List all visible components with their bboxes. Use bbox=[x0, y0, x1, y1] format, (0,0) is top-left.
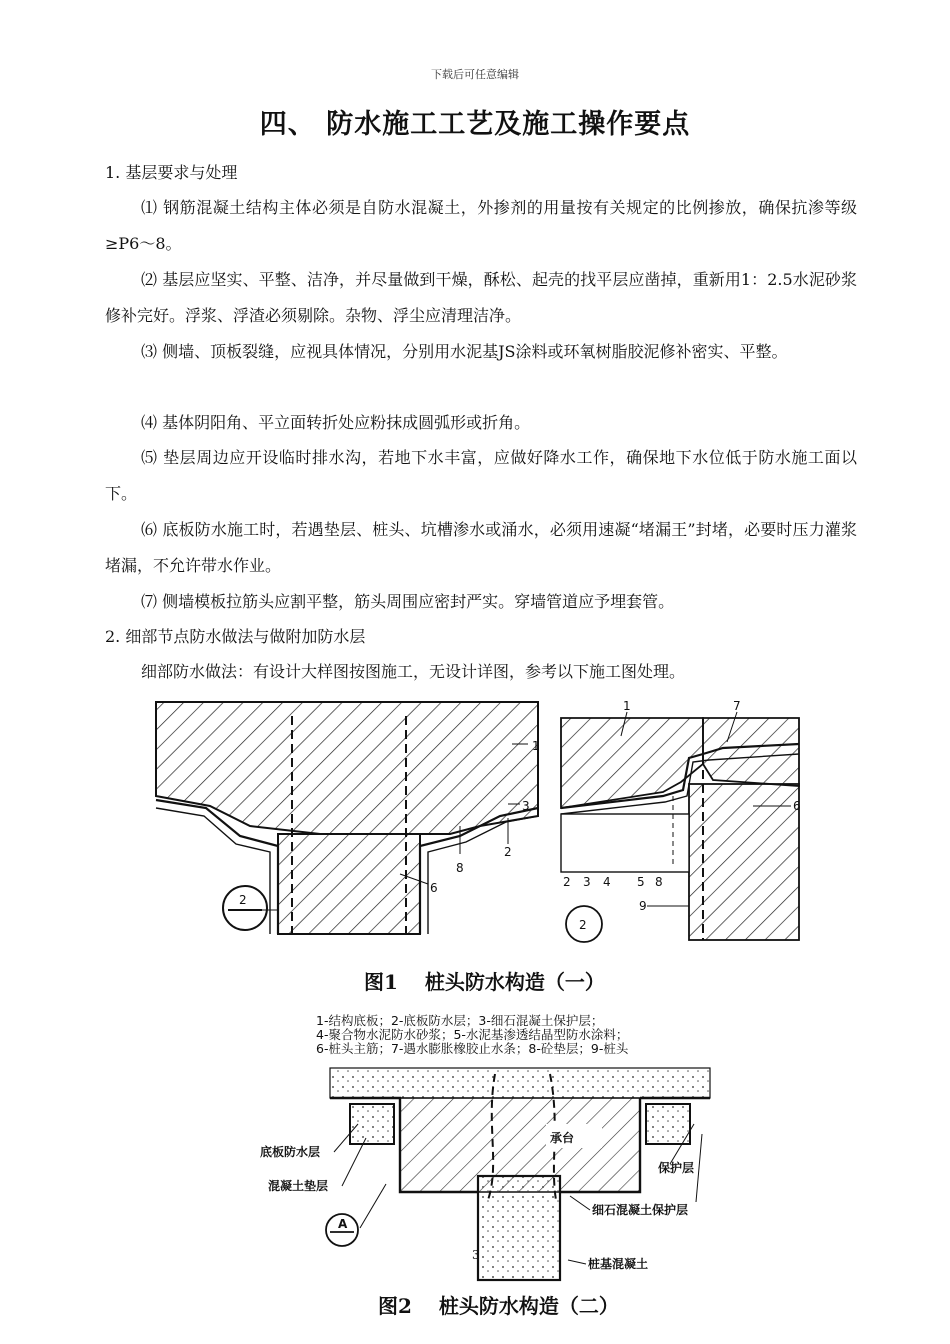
label-5: 5 bbox=[637, 875, 645, 889]
label-9: 9 bbox=[639, 899, 647, 913]
label-8: 8 bbox=[456, 861, 464, 875]
figure1-legend bbox=[316, 1014, 628, 1056]
label-3: 3 bbox=[522, 799, 530, 813]
label-fine-protective-layer: 细石混凝土保护层 bbox=[592, 1203, 689, 1217]
section2-intro: 细部防水做法：有设计大样图按图施工，无设计详图，参考以下施工图处理。 bbox=[141, 662, 686, 681]
section-title: 四、 防水施工工艺及施工操作要点 bbox=[259, 109, 691, 140]
section1-heading: 1. 基层要求与处理 bbox=[105, 163, 238, 182]
label-2: 2 bbox=[563, 875, 571, 889]
section2-heading: 2. 细部节点防水做法与做附加防水层 bbox=[105, 627, 366, 646]
figure2-caption: 图2 桩头防水构造（二） bbox=[378, 1294, 619, 1318]
label-2: 2 bbox=[504, 845, 512, 859]
page-header: 下载后可任意编辑 bbox=[431, 68, 519, 81]
label-3: 3 bbox=[583, 875, 591, 889]
circle-label-2: 2 bbox=[579, 918, 587, 932]
legend-line: 1-结构底板；2-底板防水层；3-细石混凝土保护层； bbox=[316, 1013, 604, 1028]
page-number: 3 bbox=[472, 1248, 480, 1262]
label-8: 8 bbox=[655, 875, 663, 889]
figure1-left-drawing bbox=[150, 696, 544, 940]
item-3: ⑶ 侧墙、顶板裂缝，应视具体情况，分别用水泥基JS涂料或环氧树脂胶泥修补密实、平整。 bbox=[141, 342, 788, 361]
item-7: ⑺ 侧墙模板拉筋头应割平整，筋头周围应密封严实。穿墙管道应予埋套管。 bbox=[141, 592, 675, 611]
label-1: 1 bbox=[623, 699, 631, 713]
label-protective-layer: 保护层 bbox=[658, 1161, 695, 1175]
label-4: 4 bbox=[603, 875, 611, 889]
item-4: ⑷ 基体阴阳角、平立面转折处应粉抹成圆弧形或折角。 bbox=[141, 413, 531, 432]
circle-label-2: 2 bbox=[239, 893, 247, 907]
item-1: ⑴ 钢筋混凝土结构主体必须是自防水混凝土，外掺剂的用量按有关规定的比例掺放，确保抗渗等级≥P6～8。 bbox=[105, 198, 857, 253]
label-concrete-cushion: 混凝土垫层 bbox=[268, 1179, 329, 1193]
label-6: 6 bbox=[793, 799, 801, 813]
label-floor-waterproof: 底板防水层 bbox=[260, 1145, 321, 1159]
label-pile-concrete: 桩基混凝土 bbox=[588, 1257, 649, 1271]
item-2: ⑵ 基层应坚实、平整、洁净，并尽量做到干燥，酥松、起壳的找平层应凿掉，重新用1：2.5水泥砂浆修补完好。浮浆、浮渣必须剔除。杂物、浮尘应清理洁净。 bbox=[105, 270, 857, 325]
legend-line: 4-聚合物水泥防水砂浆；5-水泥基渗透结晶型防水涂料； bbox=[316, 1027, 629, 1042]
label-1: 1 bbox=[532, 739, 540, 753]
figure1-caption: 图1 桩头防水构造（一） bbox=[364, 970, 605, 994]
figure2-drawing bbox=[250, 1064, 720, 1286]
legend-line: 6-桩头主筋；7-遇水膨胀橡胶止水条；8-砼垫层；9-桩头 bbox=[316, 1041, 629, 1056]
figure1-right-drawing bbox=[553, 696, 807, 946]
circle-label-a: A bbox=[338, 1217, 348, 1231]
label-7: 7 bbox=[733, 699, 741, 713]
label-6: 6 bbox=[430, 881, 438, 895]
item-6: ⑹ 底板防水施工时，若遇垫层、桩头、坑槽渗水或涌水，必须用速凝“堵漏王”封堵，必要时压力灌浆堵漏，不允许带水作业。 bbox=[105, 520, 857, 575]
label-cap: 承台 bbox=[550, 1131, 575, 1145]
item-5: ⑸ 垫层周边应开设临时排水沟，若地下水丰富，应做好降水工作，确保地下水位低于防水施工面以下。 bbox=[105, 448, 857, 503]
